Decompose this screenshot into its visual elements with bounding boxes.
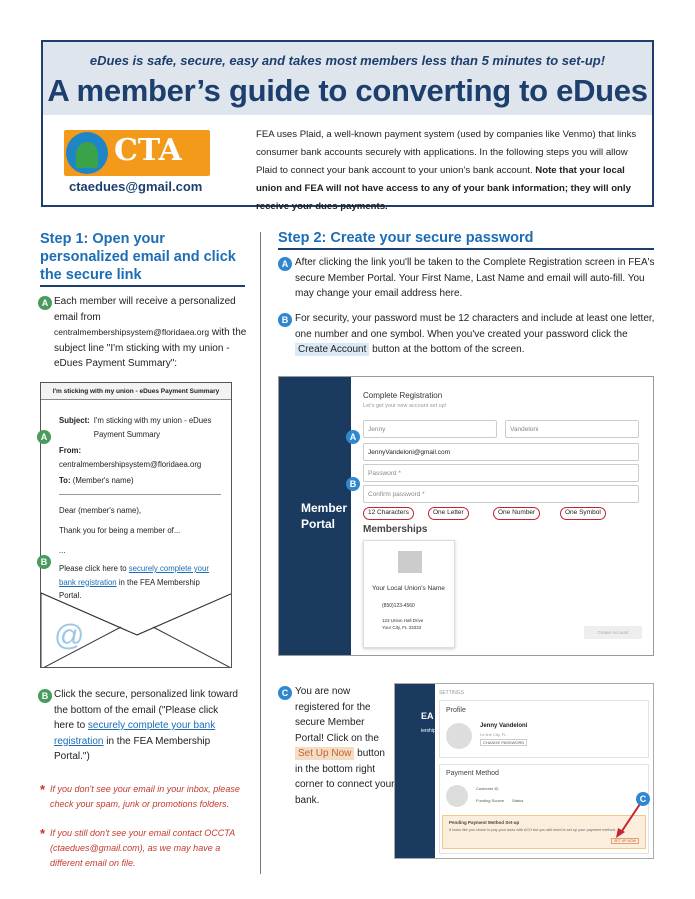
- step2-a-text: After clicking the link you'll be taken to the Complete Registration screen in FEA's secure Member Portal. Your First Name, Last Name and email will auto-fill. You may change your email address here.: [295, 257, 655, 299]
- badge-a: A: [38, 296, 52, 310]
- step2-rule: [278, 248, 654, 250]
- email-thanks: Thank you for being a member of...: [59, 526, 181, 535]
- requirement-pill: One Number: [493, 507, 540, 520]
- union-phone: (850)123-4560: [382, 603, 415, 609]
- profile-location: Le line City, FL: [480, 732, 507, 737]
- registration-screenshot: [278, 376, 654, 656]
- membership-card: [363, 540, 455, 648]
- portal-sidebar: [279, 377, 351, 655]
- sidebar-fragment: iership: [421, 728, 436, 734]
- portal-sidebar-title: Member Portal: [301, 501, 348, 531]
- last-name-field[interactable]: Vandeloni: [505, 420, 639, 438]
- badge-c-shot: C: [636, 792, 650, 806]
- set-up-now-label: Set Up Now: [295, 747, 354, 760]
- set-up-now-button[interactable]: SET UP NOW: [611, 838, 639, 844]
- status-label: Status: [512, 798, 524, 803]
- header-box: [41, 40, 654, 212]
- email-mockup: [40, 382, 232, 668]
- email-ellipsis: ...: [59, 545, 66, 555]
- email-header: I'm sticking with my union - eDues Payment Summary: [41, 383, 231, 400]
- avatar: [446, 723, 472, 749]
- note-contact: If you still don't see your email contact OCCTA (ctaedues@gmail.com), as we may have a different email on file.: [50, 828, 235, 868]
- step2-b-text: For security, your password must be 12 characters and include at least one letter, one number and one symbol. When you've created your password click the Create Account button at the bottom of the screen.: [295, 313, 655, 355]
- create-account-button[interactable]: Create Account: [584, 626, 642, 639]
- logo-globe-icon: [66, 132, 108, 174]
- pending-title: Pending Payment Method Set-up: [449, 820, 520, 825]
- asterisk-icon: *: [40, 782, 46, 797]
- email-subject-row: Subject: I'm sticking with my union - eDues Payment Summary: [59, 416, 212, 439]
- badge-b: B: [278, 313, 292, 327]
- change-password-button[interactable]: CHANGE PASSWORD: [480, 739, 527, 746]
- note-spam: If you don't see your email in your inbox, please check your spam, junk or promotions folders.: [50, 784, 240, 809]
- badge-a: A: [278, 257, 292, 271]
- contact-email[interactable]: ctaedues@gmail.com: [69, 179, 203, 194]
- profile-name: Jenny Vandeloni: [480, 723, 528, 729]
- logo-text: CTA: [114, 133, 182, 168]
- requirement-pill: 12 Characters: [363, 507, 414, 520]
- email-secure-link[interactable]: securely complete your bank registration: [59, 564, 209, 587]
- confirm-password-field[interactable]: Confirm password *: [363, 485, 639, 503]
- memberships-heading: Memberships: [363, 524, 428, 535]
- profile-heading: Profile: [446, 707, 466, 714]
- email-to-row: To: (Member's name): [59, 476, 134, 485]
- profile-card: [439, 700, 649, 758]
- tagline: eDues is safe, secure, easy and takes most members less than 5 minutes to set-up!: [89, 53, 606, 68]
- create-account-label: Create Account: [295, 343, 369, 356]
- email-from-row: From: centralmembershipsystem@floridaea.org: [59, 446, 202, 469]
- intro-paragraph: FEA uses Plaid, a well-known payment system (used by companies like Venmo) that links consumer bank accounts securely with applications. In the following steps you will allow Plaid to connect your bank account to your union’s bank account. Note that your local union and FEA will not have access to any of your bank information; they will only receive your dues payments.: [256, 129, 637, 212]
- at-symbol-icon: @: [54, 619, 85, 652]
- palm-tree-icon: [76, 142, 98, 168]
- step2-c-text: You are now registered for the secure Member Portal! Click on the Set Up Now button in the bottom right corner to connect your bank.: [295, 686, 395, 806]
- page-title: A member’s guide to converting to eDues: [47, 73, 648, 108]
- pending-text: It looks like you chose to pay your dues with ACH but you still need to set up your payment method.: [449, 828, 616, 832]
- badge-b: B: [38, 689, 52, 703]
- step1-b-text: Click the secure, personalized link toward the bottom of the email ("Please click here to securely complete your bank registration in the FEA Membership Portal."): [54, 689, 238, 762]
- settings-label: SETTINGS: [439, 690, 465, 696]
- badge-c: C: [278, 686, 292, 700]
- payment-method-heading: Payment Method: [446, 770, 499, 777]
- asterisk-icon: *: [40, 826, 46, 841]
- funding-source-label: Funding Source: [476, 798, 505, 803]
- badge-a-email: A: [37, 430, 51, 444]
- reg-heading: Complete Registration: [363, 391, 443, 400]
- email-divider: [59, 494, 221, 495]
- union-address: 123 Union Hall Drive Your City, FL 33333: [382, 618, 424, 630]
- step1-title: Step 1: Open your personalized email and click the secure link: [40, 231, 236, 283]
- password-field[interactable]: Password *: [363, 464, 639, 482]
- wallet-icon: [446, 785, 468, 807]
- settings-sidebar: [395, 684, 435, 858]
- badge-a-shot: A: [346, 430, 360, 444]
- red-arrow-icon: [610, 800, 646, 840]
- step2-title: Step 2: Create your secure password: [278, 230, 534, 246]
- cta-logo: [64, 130, 210, 176]
- reg-subheading: Let's get your new account set up!: [363, 403, 447, 409]
- step1-secure-link[interactable]: securely complete your bank registration: [54, 720, 216, 747]
- requirement-pill: One Letter: [428, 507, 469, 520]
- step1-rule: [40, 285, 245, 287]
- first-name-field[interactable]: Jenny: [363, 420, 497, 438]
- step1-a-text: Each member will receive a personalized email from centralmembershipsystem@floridaea.org with the subject line "I'm sticking with my union - eDues Payment Summary":: [54, 296, 247, 369]
- sidebar-fragment: EA: [421, 711, 434, 721]
- building-icon: [398, 551, 422, 573]
- email-click-line: Please click here to securely complete your bank registration in the FEA Membership Portal.: [59, 564, 209, 600]
- requirement-pill: One Symbol: [560, 507, 606, 520]
- column-divider: [260, 232, 261, 874]
- badge-b-shot: B: [346, 477, 360, 491]
- customer-id-label: Customer ID: [476, 786, 499, 791]
- email-greeting: Dear (member's name),: [59, 505, 142, 515]
- union-name: Your Local Union's Name: [372, 585, 445, 592]
- badge-b-email: B: [37, 555, 51, 569]
- email-field[interactable]: JennyVandeloni@gmail.com: [363, 443, 639, 461]
